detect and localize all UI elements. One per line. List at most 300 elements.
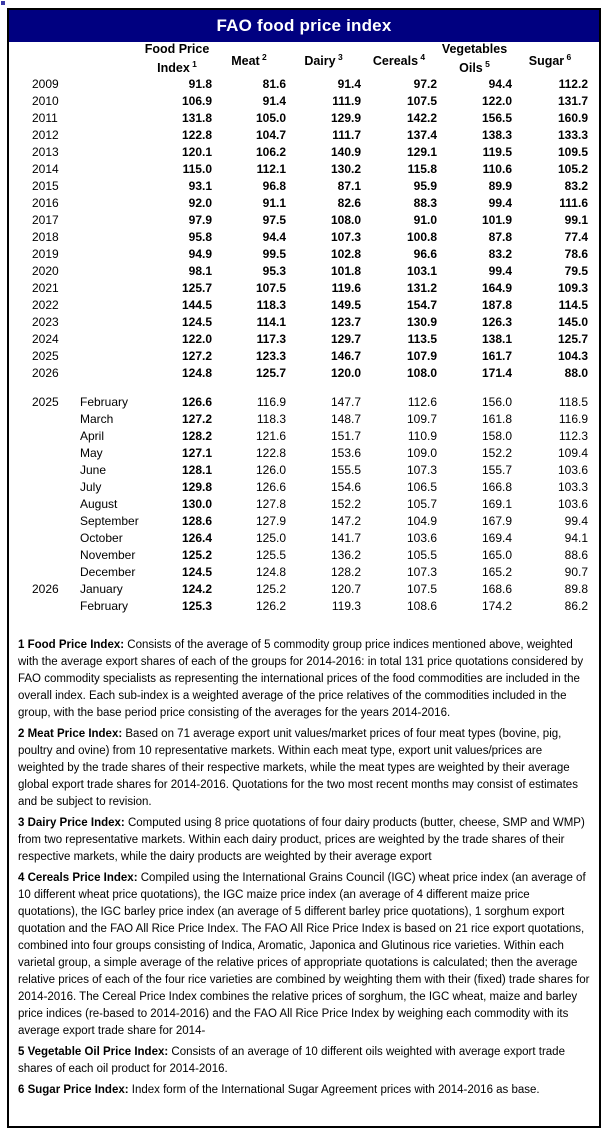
value-cell: 121.6 (255, 429, 286, 444)
value-cell: 169.4 (481, 531, 512, 546)
year-label: 2026 (32, 582, 59, 597)
value-cell: 107.5 (406, 582, 437, 597)
value-cell: 91.8 (188, 77, 212, 92)
month-column-header (80, 42, 142, 76)
value-cell: 88.6 (564, 548, 588, 563)
year-label: 2016 (32, 196, 59, 211)
value-cell: 99.5 (262, 247, 286, 262)
footnote: 1 Food Price Index: Consists of the average of 5 commodity group price indices mentioned above, weighted with the average export shares of each of the groups for 2014-2016: in total 131 price quotations considered by FAO commodity specialists as representing the international prices of the food commodities are included in the overall index. Each sub-index is a weighted average of the price relatives of the commodities included in the group, with the base period price consisting of the averages for the years 2014-2016. (18, 639, 584, 720)
month-label: October (80, 531, 123, 546)
value-cell: 97.5 (262, 213, 286, 228)
value-cell: 103.6 (557, 463, 588, 478)
value-cell: 123.3 (255, 349, 286, 364)
value-cell: 131.2 (406, 281, 437, 296)
month-label: November (80, 548, 136, 563)
year-label: 2009 (32, 77, 59, 92)
column-header: Vegetables Oils $^5$ (441, 42, 508, 76)
table-row (32, 93, 588, 110)
value-cell: 126.6 (181, 395, 212, 410)
month-label (80, 246, 142, 263)
value-cell: 122.8 (255, 446, 286, 461)
value-cell: 82.6 (337, 196, 361, 211)
footnote-lead: 1 Food Price Index: (18, 639, 125, 652)
report-frame (7, 8, 601, 1128)
value-cell: 125.2 (255, 582, 286, 597)
year-label: 2012 (32, 128, 59, 143)
table-row (32, 195, 588, 212)
value-cell: 104.7 (255, 128, 286, 143)
year-label: 2025 (32, 349, 59, 364)
year-label: 2023 (32, 315, 59, 330)
value-cell: 120.7 (330, 582, 361, 597)
table-row (32, 314, 588, 331)
value-cell: 145.0 (557, 315, 588, 330)
value-cell: 153.6 (330, 446, 361, 461)
year-label: 2026 (32, 366, 59, 381)
value-cell: 99.4 (488, 196, 512, 211)
table-row (32, 229, 588, 246)
value-cell: 144.5 (181, 298, 212, 313)
value-cell: 110.6 (482, 162, 512, 177)
footnote-lead: 2 Meat Price Index: (18, 728, 123, 741)
value-cell: 109.7 (406, 412, 437, 427)
table-row (32, 246, 588, 263)
value-cell: 98.1 (188, 264, 212, 279)
year-label: 2011 (32, 111, 58, 126)
footnote: 3 Dairy Price Index: Computed using 8 price quotations of four dairy products (butter, cheese, SMP and WMP) from two representative markets. Within each dairy product, prices are weighted by the trade shares of their respective markets, while the dairy products are weighted by their average export (18, 817, 585, 864)
value-cell: 101.9 (481, 213, 512, 228)
table-row (32, 564, 588, 581)
report-content (9, 42, 599, 1099)
value-cell: 125.0 (255, 531, 286, 546)
value-cell: 124.5 (181, 565, 212, 580)
value-cell: 94.9 (188, 247, 212, 262)
value-cell: 96.8 (262, 179, 286, 194)
value-cell: 165.2 (481, 565, 512, 580)
value-cell: 91.4 (262, 94, 286, 109)
footnote: 4 Cereals Price Index: Compiled using the International Grains Council (IGC) wheat price index (an average of 10 different wheat price quotations), the IGC maize price index (an average of 4 different maize price quotations), the IGC barley price index (an average of 5 different barley price quotations), 1 sorghum export quotation and the FAO All Rice Price Index. The FAO All Rice Price Index is based on 21 rice export quotations, combined into four groups consisting of Indica, Aromatic, Japonica and Glutinous rice varieties. Within each varietal group, a simple average of the relative prices of appropriate quotations is calculated; then the average relative prices of each of the four rice varieties are combined by weighting them with their (fixed) trade shares for 2014-2016. The Cereal Price Index combines the relative prices of sorghum, the IGC wheat, maize and barley price indices (re-based to 2014-2016) and the FAO All Rice Price Index by weighing each commodity with its average export trade share for 2014- (18, 872, 590, 1038)
month-label (80, 280, 142, 297)
value-cell: 94.1 (564, 531, 588, 546)
value-cell: 116.9 (256, 395, 286, 410)
value-cell: 112.2 (558, 77, 588, 92)
value-cell: 130.2 (330, 162, 361, 177)
month-label (80, 263, 142, 280)
value-cell: 103.3 (557, 480, 588, 495)
value-cell: 107.3 (330, 230, 361, 245)
month-label: May (80, 446, 103, 461)
value-cell: 124.5 (181, 315, 212, 330)
column-header: Food Price Index $^1$ (144, 42, 210, 76)
value-cell: 156.5 (481, 111, 512, 126)
page-title: FAO food price index (9, 10, 599, 42)
value-cell: 117.3 (256, 332, 286, 347)
value-cell: 106.5 (406, 480, 437, 495)
year-label: 2025 (32, 395, 59, 410)
spacer-row (32, 382, 588, 394)
value-cell: 167.9 (481, 514, 512, 529)
value-cell: 91.1 (262, 196, 286, 211)
value-cell: 77.4 (564, 230, 588, 245)
table-row (32, 530, 588, 547)
value-cell: 109.3 (557, 281, 588, 296)
value-cell: 122.8 (181, 128, 212, 143)
value-cell: 106.2 (255, 145, 286, 160)
month-label (80, 76, 142, 93)
table-row (32, 428, 588, 445)
value-cell: 152.2 (481, 446, 512, 461)
year-label (32, 411, 80, 428)
value-cell: 90.7 (564, 565, 588, 580)
value-cell: 138.1 (481, 332, 512, 347)
value-cell: 149.5 (330, 298, 361, 313)
value-cell: 91.4 (337, 77, 361, 92)
value-cell: 124.8 (255, 565, 286, 580)
month-label (80, 229, 142, 246)
table-row (32, 212, 588, 229)
value-cell: 110.9 (407, 429, 437, 444)
value-cell: 131.8 (181, 111, 212, 126)
table-row (32, 547, 588, 564)
value-cell: 154.7 (406, 298, 437, 313)
value-cell: 109.4 (557, 446, 588, 461)
value-cell: 102.8 (330, 247, 361, 262)
year-label: 2015 (32, 179, 59, 194)
table-row (32, 348, 588, 365)
value-cell: 128.1 (181, 463, 212, 478)
value-cell: 165.0 (481, 548, 512, 563)
value-cell: 78.6 (564, 247, 588, 262)
value-cell: 151.7 (330, 429, 361, 444)
footnote: 2 Meat Price Index: Based on 71 average export unit values/market prices of four meat types (bovine, pig, poultry and ovine) from 10 representative markets. Within each meat type, export unit values/prices are weighted by the trade shares of their respective markets, while the meat types are weighted by their average global export trade shares for 2014-2016. Quotations for the two most recent months may consist of estimates and be subject to revision. (18, 728, 578, 809)
year-label (32, 530, 80, 547)
year-label: 2024 (32, 332, 59, 347)
table-row (32, 280, 588, 297)
value-cell: 88.3 (413, 196, 437, 211)
table-row (32, 496, 588, 513)
year-label (32, 428, 80, 445)
value-cell: 147.2 (330, 514, 361, 529)
value-cell: 111.7 (332, 128, 361, 143)
value-cell: 94.4 (488, 77, 512, 92)
value-cell: 140.9 (330, 145, 361, 160)
value-cell: 142.2 (406, 111, 437, 126)
value-cell: 136.2 (330, 548, 361, 563)
year-label: 2017 (32, 213, 59, 228)
value-cell: 131.7 (557, 94, 588, 109)
year-label (32, 496, 80, 513)
value-cell: 125.7 (557, 332, 588, 347)
value-cell: 92.0 (188, 196, 212, 211)
column-header: Cereals $^4$ (372, 51, 426, 68)
value-cell: 127.8 (255, 497, 286, 512)
value-cell: 119.6 (331, 281, 361, 296)
month-label: September (80, 514, 139, 529)
value-cell: 127.1 (181, 446, 212, 461)
column-header: Meat $^2$ (231, 51, 267, 68)
value-cell: 89.9 (488, 179, 512, 194)
value-cell: 187.8 (481, 298, 512, 313)
value-cell: 87.8 (488, 230, 512, 245)
value-cell: 112.6 (407, 395, 437, 410)
table-row (32, 462, 588, 479)
value-cell: 114.5 (558, 298, 588, 313)
table-row (32, 110, 588, 127)
table-row (32, 513, 588, 530)
value-cell: 107.9 (406, 349, 437, 364)
value-cell: 118.3 (256, 412, 286, 427)
month-label (80, 161, 142, 178)
value-cell: 87.1 (337, 179, 361, 194)
value-cell: 83.2 (564, 179, 588, 194)
value-cell: 105.5 (406, 548, 437, 563)
value-cell: 152.2 (330, 497, 361, 512)
value-cell: 123.7 (330, 315, 361, 330)
year-label (32, 598, 80, 615)
value-cell: 127.9 (255, 514, 286, 529)
value-cell: 105.7 (406, 497, 437, 512)
value-cell: 105.0 (255, 111, 286, 126)
value-cell: 164.9 (481, 281, 512, 296)
month-label (80, 144, 142, 161)
value-cell: 141.7 (330, 531, 361, 546)
value-cell: 126.3 (481, 315, 512, 330)
footnote-lead: 5 Vegetable Oil Price Index: (18, 1046, 169, 1059)
year-label (32, 445, 80, 462)
month-label: June (80, 463, 107, 478)
value-cell: 108.0 (406, 366, 437, 381)
table-row (32, 598, 588, 615)
year-label: 2010 (32, 94, 59, 109)
year-label: 2020 (32, 264, 59, 279)
value-cell: 130.0 (181, 497, 212, 512)
value-cell: 137.4 (406, 128, 437, 143)
footnote-lead: 6 Sugar Price Index: (18, 1084, 129, 1097)
value-cell: 124.8 (181, 366, 212, 381)
value-cell: 106.9 (181, 94, 212, 109)
month-label: July (80, 480, 102, 495)
value-cell: 174.2 (481, 599, 512, 614)
value-cell: 161.8 (481, 412, 512, 427)
year-column-header (32, 42, 80, 76)
value-cell: 160.9 (557, 111, 588, 126)
month-label: March (80, 412, 114, 427)
month-label (80, 348, 142, 365)
table-row (32, 581, 588, 598)
value-cell: 96.6 (413, 247, 437, 262)
value-cell: 158.0 (481, 429, 512, 444)
month-label (80, 365, 142, 382)
year-label: 2019 (32, 247, 59, 262)
value-cell: 107.3 (406, 463, 437, 478)
value-cell: 122.0 (181, 332, 212, 347)
value-cell: 155.5 (330, 463, 361, 478)
value-cell: 108.0 (330, 213, 361, 228)
value-cell: 113.5 (407, 332, 437, 347)
footnotes-section (18, 637, 590, 1099)
value-cell: 155.7 (481, 463, 512, 478)
table-row (32, 178, 588, 195)
year-label (32, 513, 80, 530)
value-cell: 112.3 (558, 429, 588, 444)
value-cell: 107.3 (406, 565, 437, 580)
value-cell: 95.8 (188, 230, 212, 245)
value-cell: 108.6 (406, 599, 437, 614)
value-cell: 128.2 (330, 565, 361, 580)
value-cell: 118.3 (256, 298, 286, 313)
value-cell: 161.7 (481, 349, 512, 364)
monthly-rows-section (32, 394, 588, 615)
price-index-table (32, 42, 588, 615)
value-cell: 125.3 (181, 599, 212, 614)
yearly-rows-section (32, 76, 588, 382)
year-label (32, 479, 80, 496)
value-cell: 86.2 (564, 599, 588, 614)
month-label: April (80, 429, 105, 444)
value-cell: 115.8 (407, 162, 437, 177)
value-cell: 130.9 (406, 315, 437, 330)
table-row (32, 144, 588, 161)
month-label (80, 195, 142, 212)
value-cell: 111.9 (332, 94, 361, 109)
value-cell: 169.1 (481, 497, 512, 512)
value-cell: 126.6 (255, 480, 286, 495)
value-cell: 114.1 (256, 315, 286, 330)
value-cell: 124.2 (181, 582, 212, 597)
column-header: Sugar $^6$ (528, 51, 572, 68)
value-cell: 99.4 (488, 264, 512, 279)
value-cell: 146.7 (330, 349, 361, 364)
table-row (32, 411, 588, 428)
table-row (32, 331, 588, 348)
value-cell: 109.5 (557, 145, 588, 160)
year-label (32, 462, 80, 479)
value-cell: 122.0 (481, 94, 512, 109)
value-cell: 126.2 (255, 599, 286, 614)
year-label: 2013 (32, 145, 59, 160)
table-row (32, 394, 588, 411)
value-cell: 166.8 (481, 480, 512, 495)
value-cell: 118.5 (558, 395, 588, 410)
table-row (32, 297, 588, 314)
value-cell: 154.6 (330, 480, 361, 495)
value-cell: 147.7 (330, 395, 361, 410)
value-cell: 89.8 (564, 582, 588, 597)
column-header-row (32, 42, 588, 76)
value-cell: 125.7 (255, 366, 286, 381)
value-cell: 112.1 (256, 162, 286, 177)
value-cell: 100.8 (406, 230, 437, 245)
month-label: January (80, 582, 123, 597)
value-cell: 128.6 (181, 514, 212, 529)
table-row (32, 445, 588, 462)
value-cell: 93.1 (188, 179, 212, 194)
value-cell: 95.9 (413, 179, 437, 194)
footnote-lead: 3 Dairy Price Index: (18, 817, 125, 830)
value-cell: 129.7 (330, 332, 361, 347)
value-cell: 99.4 (564, 514, 588, 529)
value-cell: 156.0 (481, 395, 512, 410)
year-label: 2021 (32, 281, 59, 296)
month-label: February (80, 599, 129, 614)
table-row (32, 365, 588, 382)
value-cell: 128.2 (181, 429, 212, 444)
value-cell: 126.0 (255, 463, 286, 478)
value-cell: 104.9 (406, 514, 437, 529)
value-cell: 94.4 (262, 230, 286, 245)
value-cell: 103.6 (406, 531, 437, 546)
table-row (32, 76, 588, 93)
corner-artifact (1, 1, 5, 5)
value-cell: 99.1 (564, 213, 588, 228)
value-cell: 129.1 (406, 145, 437, 160)
value-cell: 88.0 (564, 366, 588, 381)
month-label (80, 178, 142, 195)
year-label: 2018 (32, 230, 59, 245)
footnote-lead: 4 Cereals Price Index: (18, 872, 138, 885)
value-cell: 101.8 (330, 264, 361, 279)
year-label: 2014 (32, 162, 59, 177)
value-cell: 168.6 (481, 582, 512, 597)
value-cell: 79.5 (564, 264, 588, 279)
table-row (32, 479, 588, 496)
value-cell: 81.6 (262, 77, 286, 92)
value-cell: 133.3 (557, 128, 588, 143)
year-label (32, 564, 80, 581)
value-cell: 107.5 (255, 281, 286, 296)
year-label (32, 547, 80, 564)
value-cell: 115.0 (182, 162, 212, 177)
value-cell: 95.3 (262, 264, 286, 279)
value-cell: 129.9 (330, 111, 361, 126)
value-cell: 138.3 (481, 128, 512, 143)
value-cell: 97.2 (413, 77, 437, 92)
table-row (32, 161, 588, 178)
month-label: August (80, 497, 118, 512)
value-cell: 116.9 (558, 412, 588, 427)
footnote: 6 Sugar Price Index: Index form of the International Sugar Agreement prices with 2014-2016 as base. (18, 1084, 540, 1097)
table-row (32, 127, 588, 144)
value-cell: 120.1 (181, 145, 212, 160)
month-label: February (80, 395, 129, 410)
value-cell: 119.3 (331, 599, 361, 614)
value-cell: 103.6 (557, 497, 588, 512)
table-row (32, 263, 588, 280)
month-label (80, 314, 142, 331)
value-cell: 91.0 (413, 213, 437, 228)
value-cell: 103.1 (406, 264, 437, 279)
value-cell: 107.5 (406, 94, 437, 109)
value-cell: 127.2 (181, 349, 212, 364)
value-cell: 125.5 (255, 548, 286, 563)
value-cell: 83.2 (488, 247, 512, 262)
value-cell: 148.7 (330, 412, 361, 427)
value-cell: 119.5 (482, 145, 512, 160)
month-label (80, 93, 142, 110)
value-cell: 111.6 (559, 196, 588, 211)
month-label (80, 297, 142, 314)
value-cell: 105.2 (557, 162, 588, 177)
value-cell: 126.4 (181, 531, 212, 546)
month-label (80, 110, 142, 127)
section-spacer (32, 382, 588, 394)
value-cell: 120.0 (330, 366, 361, 381)
column-header: Dairy $^3$ (304, 51, 343, 68)
value-cell: 125.7 (181, 281, 212, 296)
month-label (80, 127, 142, 144)
value-cell: 104.3 (557, 349, 588, 364)
month-label (80, 331, 142, 348)
